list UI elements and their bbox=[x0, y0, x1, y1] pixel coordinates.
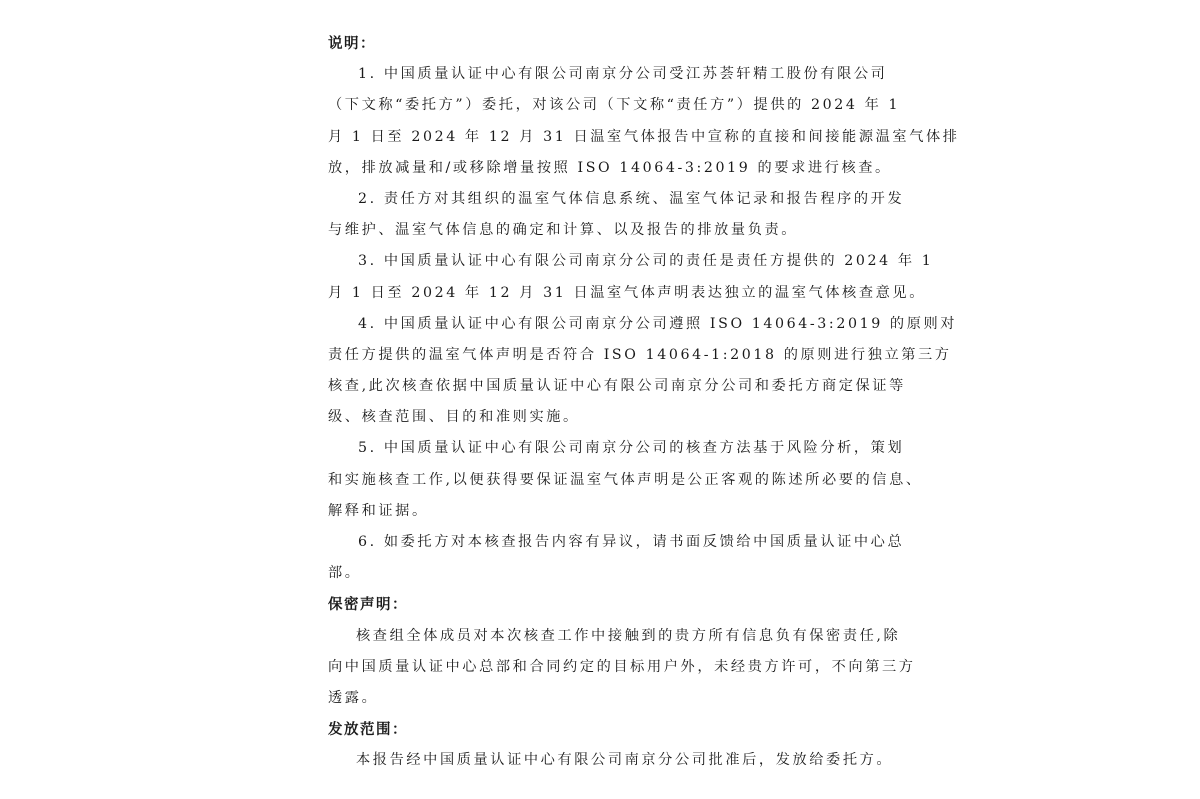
paragraph-line: 责任方提供的温室气体声明是否符合 ISO 14064-1:2018 的原则进行独立第三方 bbox=[328, 346, 952, 363]
paragraph-line: 透露。 bbox=[328, 689, 379, 706]
note-item-4 bbox=[328, 309, 958, 434]
note-item-2 bbox=[328, 184, 905, 246]
paragraph-line: 和实施核查工作,以便获得要保证温室气体声明是公正客观的陈述所必要的信息、 bbox=[328, 471, 923, 488]
note-item-1 bbox=[328, 59, 960, 184]
paragraph-line: 2. 责任方对其组织的温室气体信息系统、温室气体记录和报告程序的开发 bbox=[358, 190, 905, 207]
note-item-3 bbox=[328, 246, 934, 308]
paragraph-line: 解释和证据。 bbox=[328, 502, 429, 519]
paragraph-line: 部。 bbox=[328, 565, 362, 582]
paragraph-line: 4. 中国质量认证中心有限公司南京分公司遵照 ISO 14064-3:2019 的原则对 bbox=[358, 315, 958, 332]
section-heading-notes: 说明： bbox=[328, 35, 376, 52]
confidentiality-paragraph bbox=[328, 621, 916, 715]
paragraph-line: 与维护、温室气体信息的确定和计算、以及报告的排放量负责。 bbox=[328, 222, 799, 239]
paragraph-line: 核查组全体成员对本次核查工作中接触到的贵方所有信息负有保密责任,除 bbox=[356, 627, 901, 644]
distribution-paragraph bbox=[328, 745, 894, 776]
note-item-6 bbox=[328, 527, 905, 589]
section-heading-distribution: 发放范围： bbox=[328, 721, 408, 739]
paragraph-line: 6. 如委托方对本核查报告内容有异议，请书面反馈给中国质量认证中心总 bbox=[358, 534, 905, 550]
paragraph-line: 3. 中国质量认证中心有限公司南京分公司的责任是责任方提供的 2024 年 1 bbox=[358, 253, 934, 270]
paragraph-line: （下文称“委托方”）委托，对该公司（下文称“责任方”）提供的 2024 年 1 bbox=[328, 97, 901, 114]
paragraph-line: 核查,此次核查依据中国质量认证中心有限公司南京分公司和委托方商定保证等 bbox=[328, 378, 906, 395]
document-page bbox=[328, 28, 960, 777]
paragraph-line: 1. 中国质量认证中心有限公司南京分公司受江苏荟轩精工股份有限公司 bbox=[358, 66, 888, 83]
note-item-5 bbox=[328, 433, 923, 527]
paragraph-line: 本报告经中国质量认证中心有限公司南京分公司批准后，发放给委托方。 bbox=[356, 752, 894, 769]
paragraph-line: 放，排放减量和/或移除增量按照 ISO 14064-3:2019 的要求进行核查。 bbox=[328, 159, 892, 176]
paragraph-line: 5. 中国质量认证中心有限公司南京分公司的核查方法基于风险分析，策划 bbox=[358, 440, 905, 457]
paragraph-line: 月 1 日至 2024 年 12 月 31 日温室气体报告中宣称的直接和间接能源温室气体排 bbox=[328, 128, 960, 145]
paragraph-line: 向中国质量认证中心总部和合同约定的目标用户外，未经贵方许可，不向第三方 bbox=[328, 658, 916, 675]
paragraph-line: 级、核查范围、目的和准则实施。 bbox=[328, 409, 580, 426]
section-heading-confidentiality: 保密声明： bbox=[328, 596, 408, 614]
paragraph-line: 月 1 日至 2024 年 12 月 31 日温室气体声明表达独立的温室气体核查意见。 bbox=[328, 284, 926, 301]
